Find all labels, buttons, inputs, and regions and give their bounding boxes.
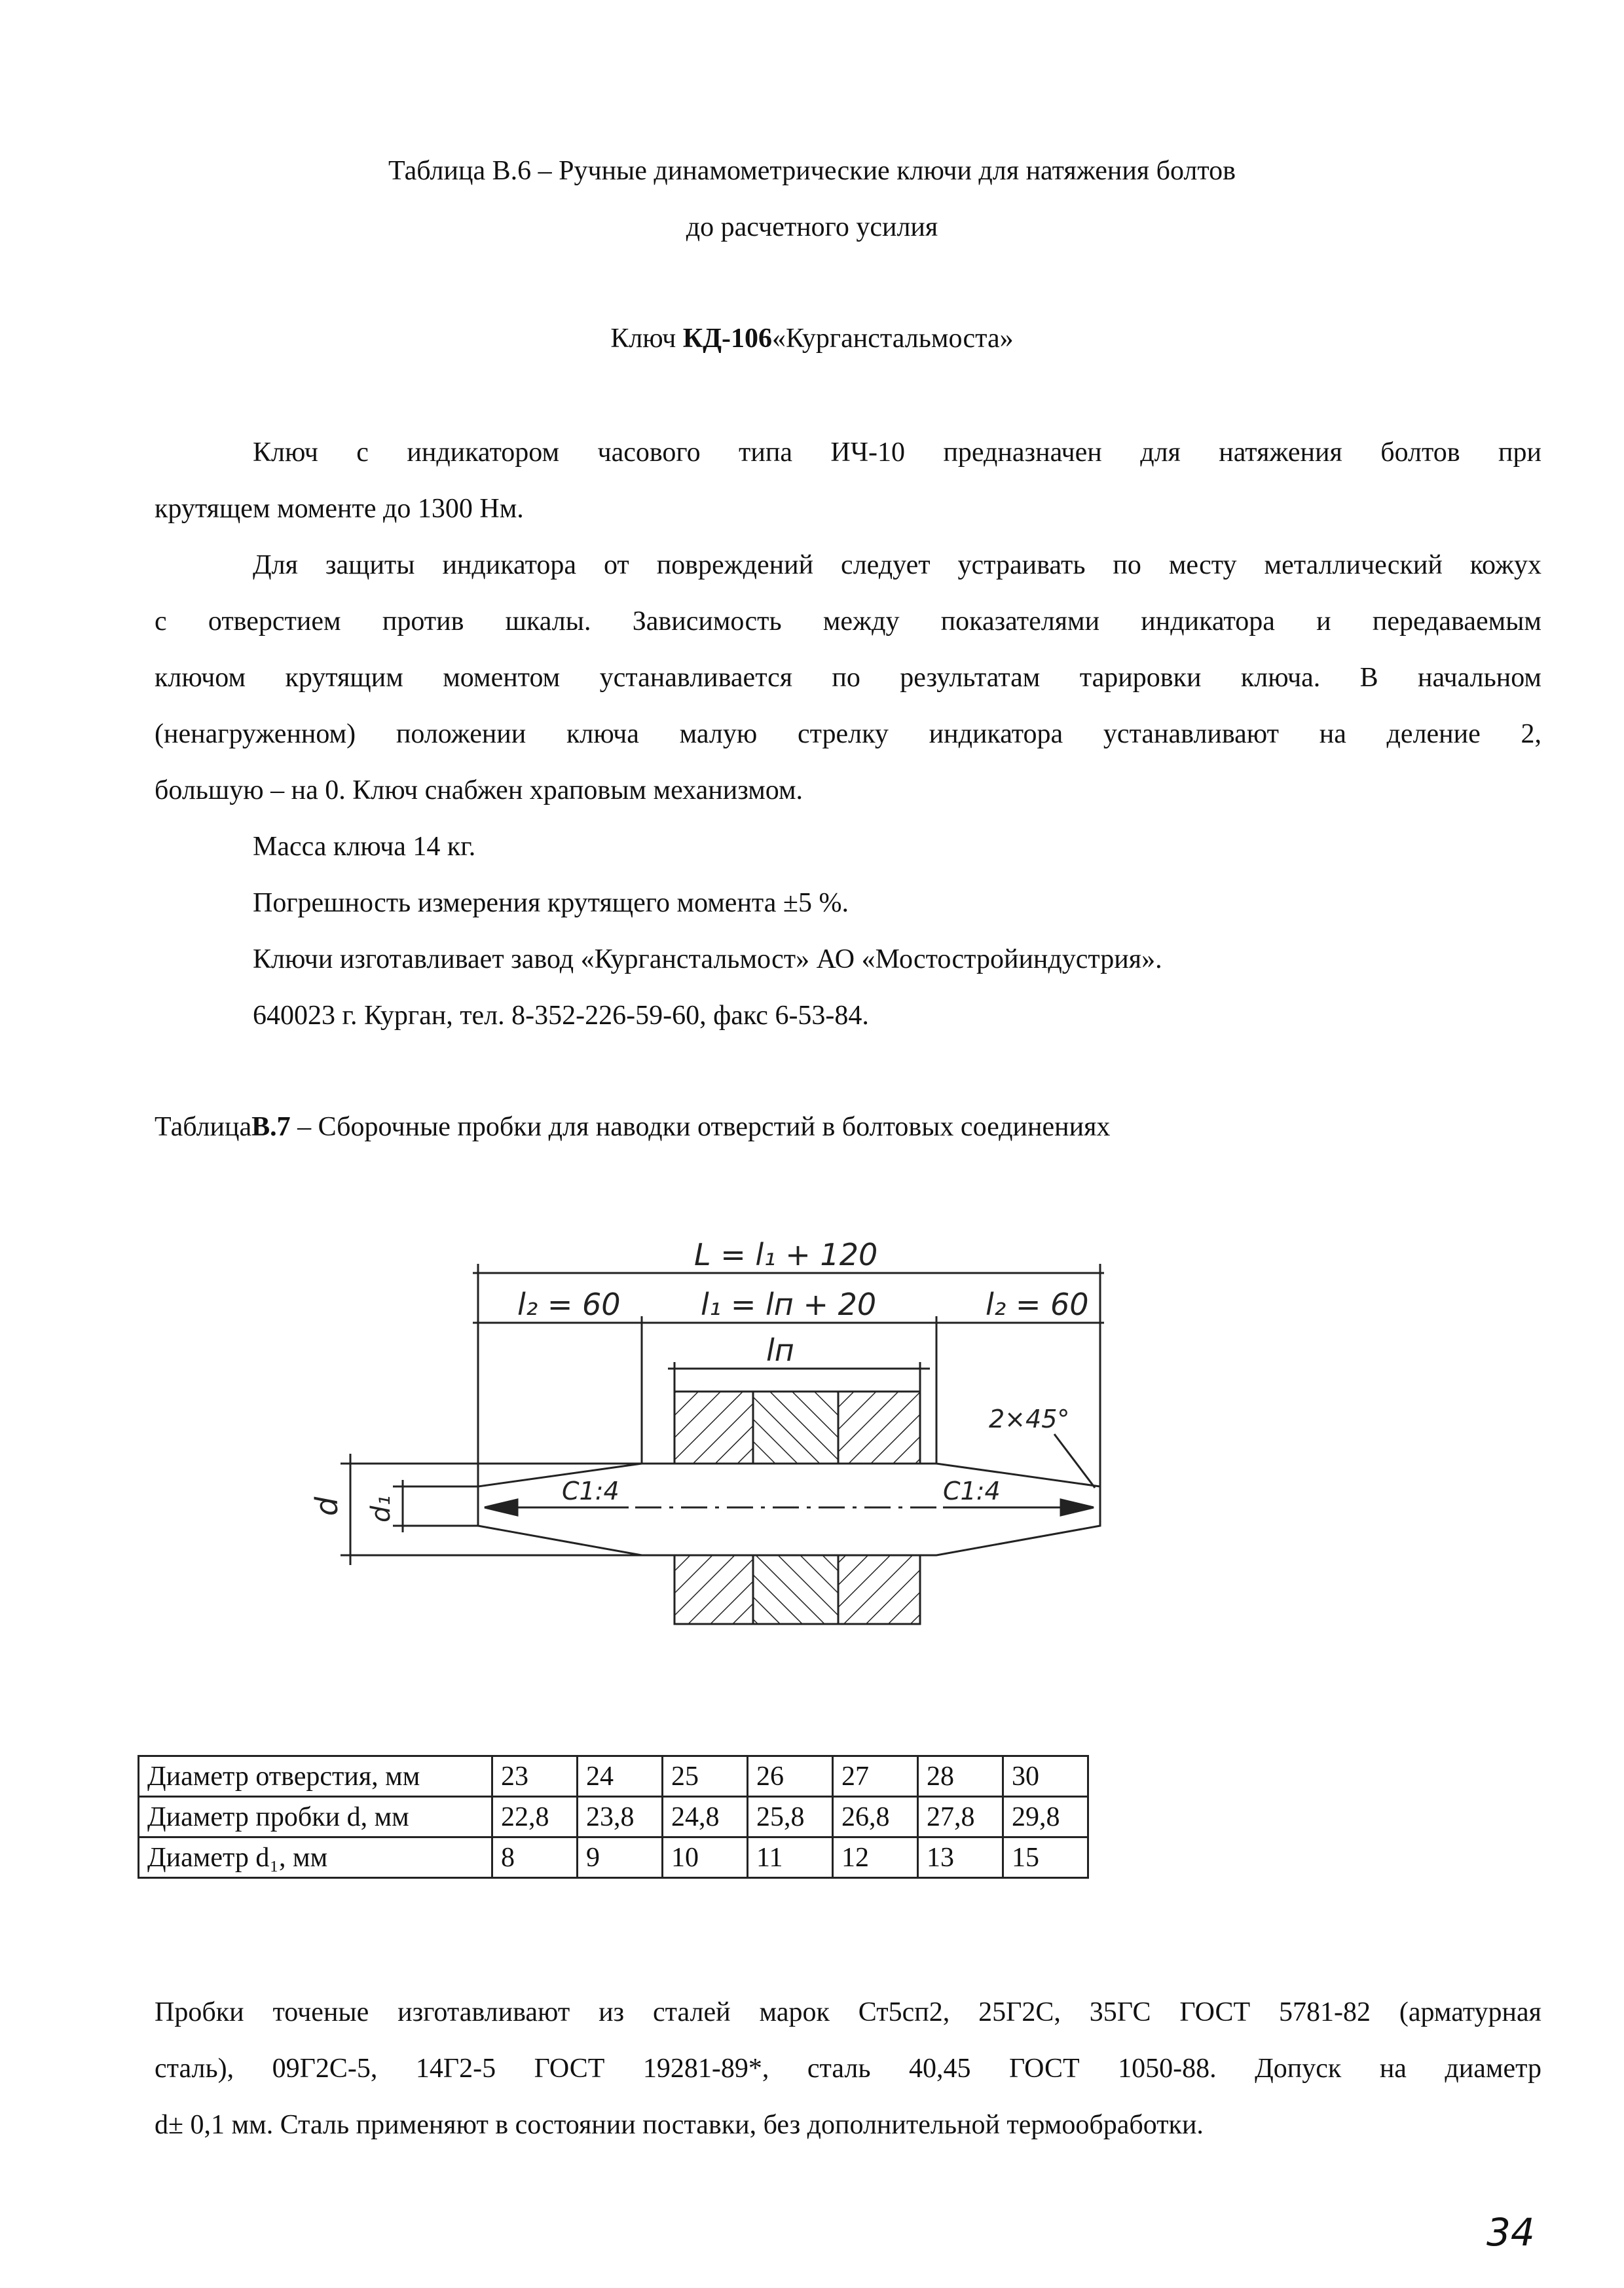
table-cell: 27,8 (918, 1797, 1003, 1837)
dim-right-label: l₂ = 60 (986, 1287, 1089, 1322)
table-cell: 13 (918, 1837, 1003, 1878)
table-row (139, 1797, 1088, 1837)
desc-p2-line1: Для защиты индикатора от повреждений следует устраивать по месту металлический кожух (253, 550, 1541, 580)
taper-right-label: C1:4 (943, 1477, 1001, 1505)
dia-d1-label: d₁ (366, 1495, 396, 1522)
table-cell: 27 (833, 1756, 918, 1797)
table-cell: 12 (833, 1837, 918, 1878)
table-cell: 23,8 (578, 1797, 663, 1837)
row-label: Диаметр пробки d, мм (139, 1797, 492, 1837)
chamfer-leader (1054, 1434, 1095, 1488)
desc-p2-line2: с отверстием против шкалы. Зависимость между показателями индикатора и передаваемым (155, 606, 1541, 637)
chamfer-label: 2×45° (989, 1405, 1070, 1433)
table-b7-title-rest: – Сборочные пробки для наводки отверстий в болтовых соединениях (290, 1112, 1111, 1142)
table-cell: 24,8 (663, 1797, 748, 1837)
table-row (139, 1756, 1088, 1797)
plate-lower-mid (753, 1552, 838, 1624)
table-b7-title-prefix: Таблица (155, 1112, 252, 1142)
plate-upper-right (838, 1392, 920, 1464)
table-cell: 25,8 (748, 1797, 833, 1837)
table-b6-title-line2: до расчетного усилия (686, 212, 938, 242)
dia-d-label: d (309, 1496, 344, 1516)
table-cell: 11 (748, 1837, 833, 1878)
key-heading-suffix: «Курганстальмоста» (772, 323, 1014, 354)
materials-line1: Пробки точеные изготавливают из сталей марок Ст5сп2, 25Г2С, 35ГС ГОСТ 5781-82 (арматурная (155, 1997, 1541, 2027)
table-b7-title-num: В.7 (251, 1112, 291, 1142)
desc-mass: Масса ключа 14 кг. (253, 832, 476, 862)
desc-address: 640023 г. Курган, тел. 8-352-226-59-60, факс 6-53-84. (253, 1001, 869, 1031)
key-heading-prefix: Ключ (610, 323, 683, 354)
table-b6-title-line1: Таблица В.6 – Ручные динамометрические ключи для натяжения болтов (388, 156, 1236, 186)
plate-lower-right (838, 1552, 920, 1624)
key-heading-model: КД-106 (682, 323, 773, 354)
desc-maker: Ключи изготавливает завод «Курганстальмост» АО «Мостостройиндустрия». (253, 944, 1162, 974)
table-cell: 30 (1003, 1756, 1088, 1797)
materials-line3: d± 0,1 мм. Сталь применяют в состоянии поставки, без дополнительной термообработки. (155, 2110, 1204, 2140)
table-cell: 29,8 (1003, 1797, 1088, 1837)
table-cell: 8 (492, 1837, 578, 1878)
table-cell: 25 (663, 1756, 748, 1797)
desc-p1-line1: Ключ с индикатором часового типа ИЧ-10 предназначен для натяжения болтов при (253, 437, 1541, 468)
dim-mid-label: l₁ = lп + 20 (701, 1287, 877, 1322)
plate-upper-left (674, 1392, 753, 1464)
table-cell: 9 (578, 1837, 663, 1878)
desc-error: Погрешность измерения крутящего момента ±5 %. (253, 888, 849, 918)
dim-total-label: L = l₁ + 120 (694, 1237, 878, 1272)
materials-line2: сталь), 09Г2С-5, 14Г2-5 ГОСТ 19281-89*, сталь 40,45 ГОСТ 1050-88. Допуск на диаметр (155, 2054, 1541, 2084)
desc-p2-line5: большую – на 0. Ключ снабжен храповым механизмом. (155, 775, 803, 805)
row-label: Диаметр отверстия, мм (139, 1756, 492, 1797)
table-cell: 28 (918, 1756, 1003, 1797)
table-cell: 22,8 (492, 1797, 578, 1837)
page-number: 34 (1486, 2210, 1535, 2255)
dim-left-label: l₂ = 60 (517, 1287, 621, 1322)
plug-specs-table (138, 1755, 1089, 1879)
table-cell: 24 (578, 1756, 663, 1797)
table-cell: 23 (492, 1756, 578, 1797)
table-cell: 10 (663, 1837, 748, 1878)
table-cell: 15 (1003, 1837, 1088, 1878)
table-row (139, 1837, 1088, 1878)
taper-left-label: C1:4 (562, 1477, 619, 1505)
desc-p2-line3: ключом крутящим моментом устанавливается по результатам тарировки ключа. В начальном (155, 663, 1541, 693)
desc-p2-line4: (ненагруженном) положении ключа малую стрелку индикатора устанавливают на деление 2, (155, 719, 1541, 749)
table-cell: 26 (748, 1756, 833, 1797)
plate-upper-mid (753, 1392, 838, 1464)
desc-p1-line2: крутящем моменте до 1300 Нм. (155, 494, 524, 524)
dim-ln-label: lп (766, 1333, 794, 1368)
row-label: Диаметр d₁, мм (139, 1837, 492, 1878)
plate-lower-left (674, 1552, 753, 1624)
table-cell: 26,8 (833, 1797, 918, 1837)
